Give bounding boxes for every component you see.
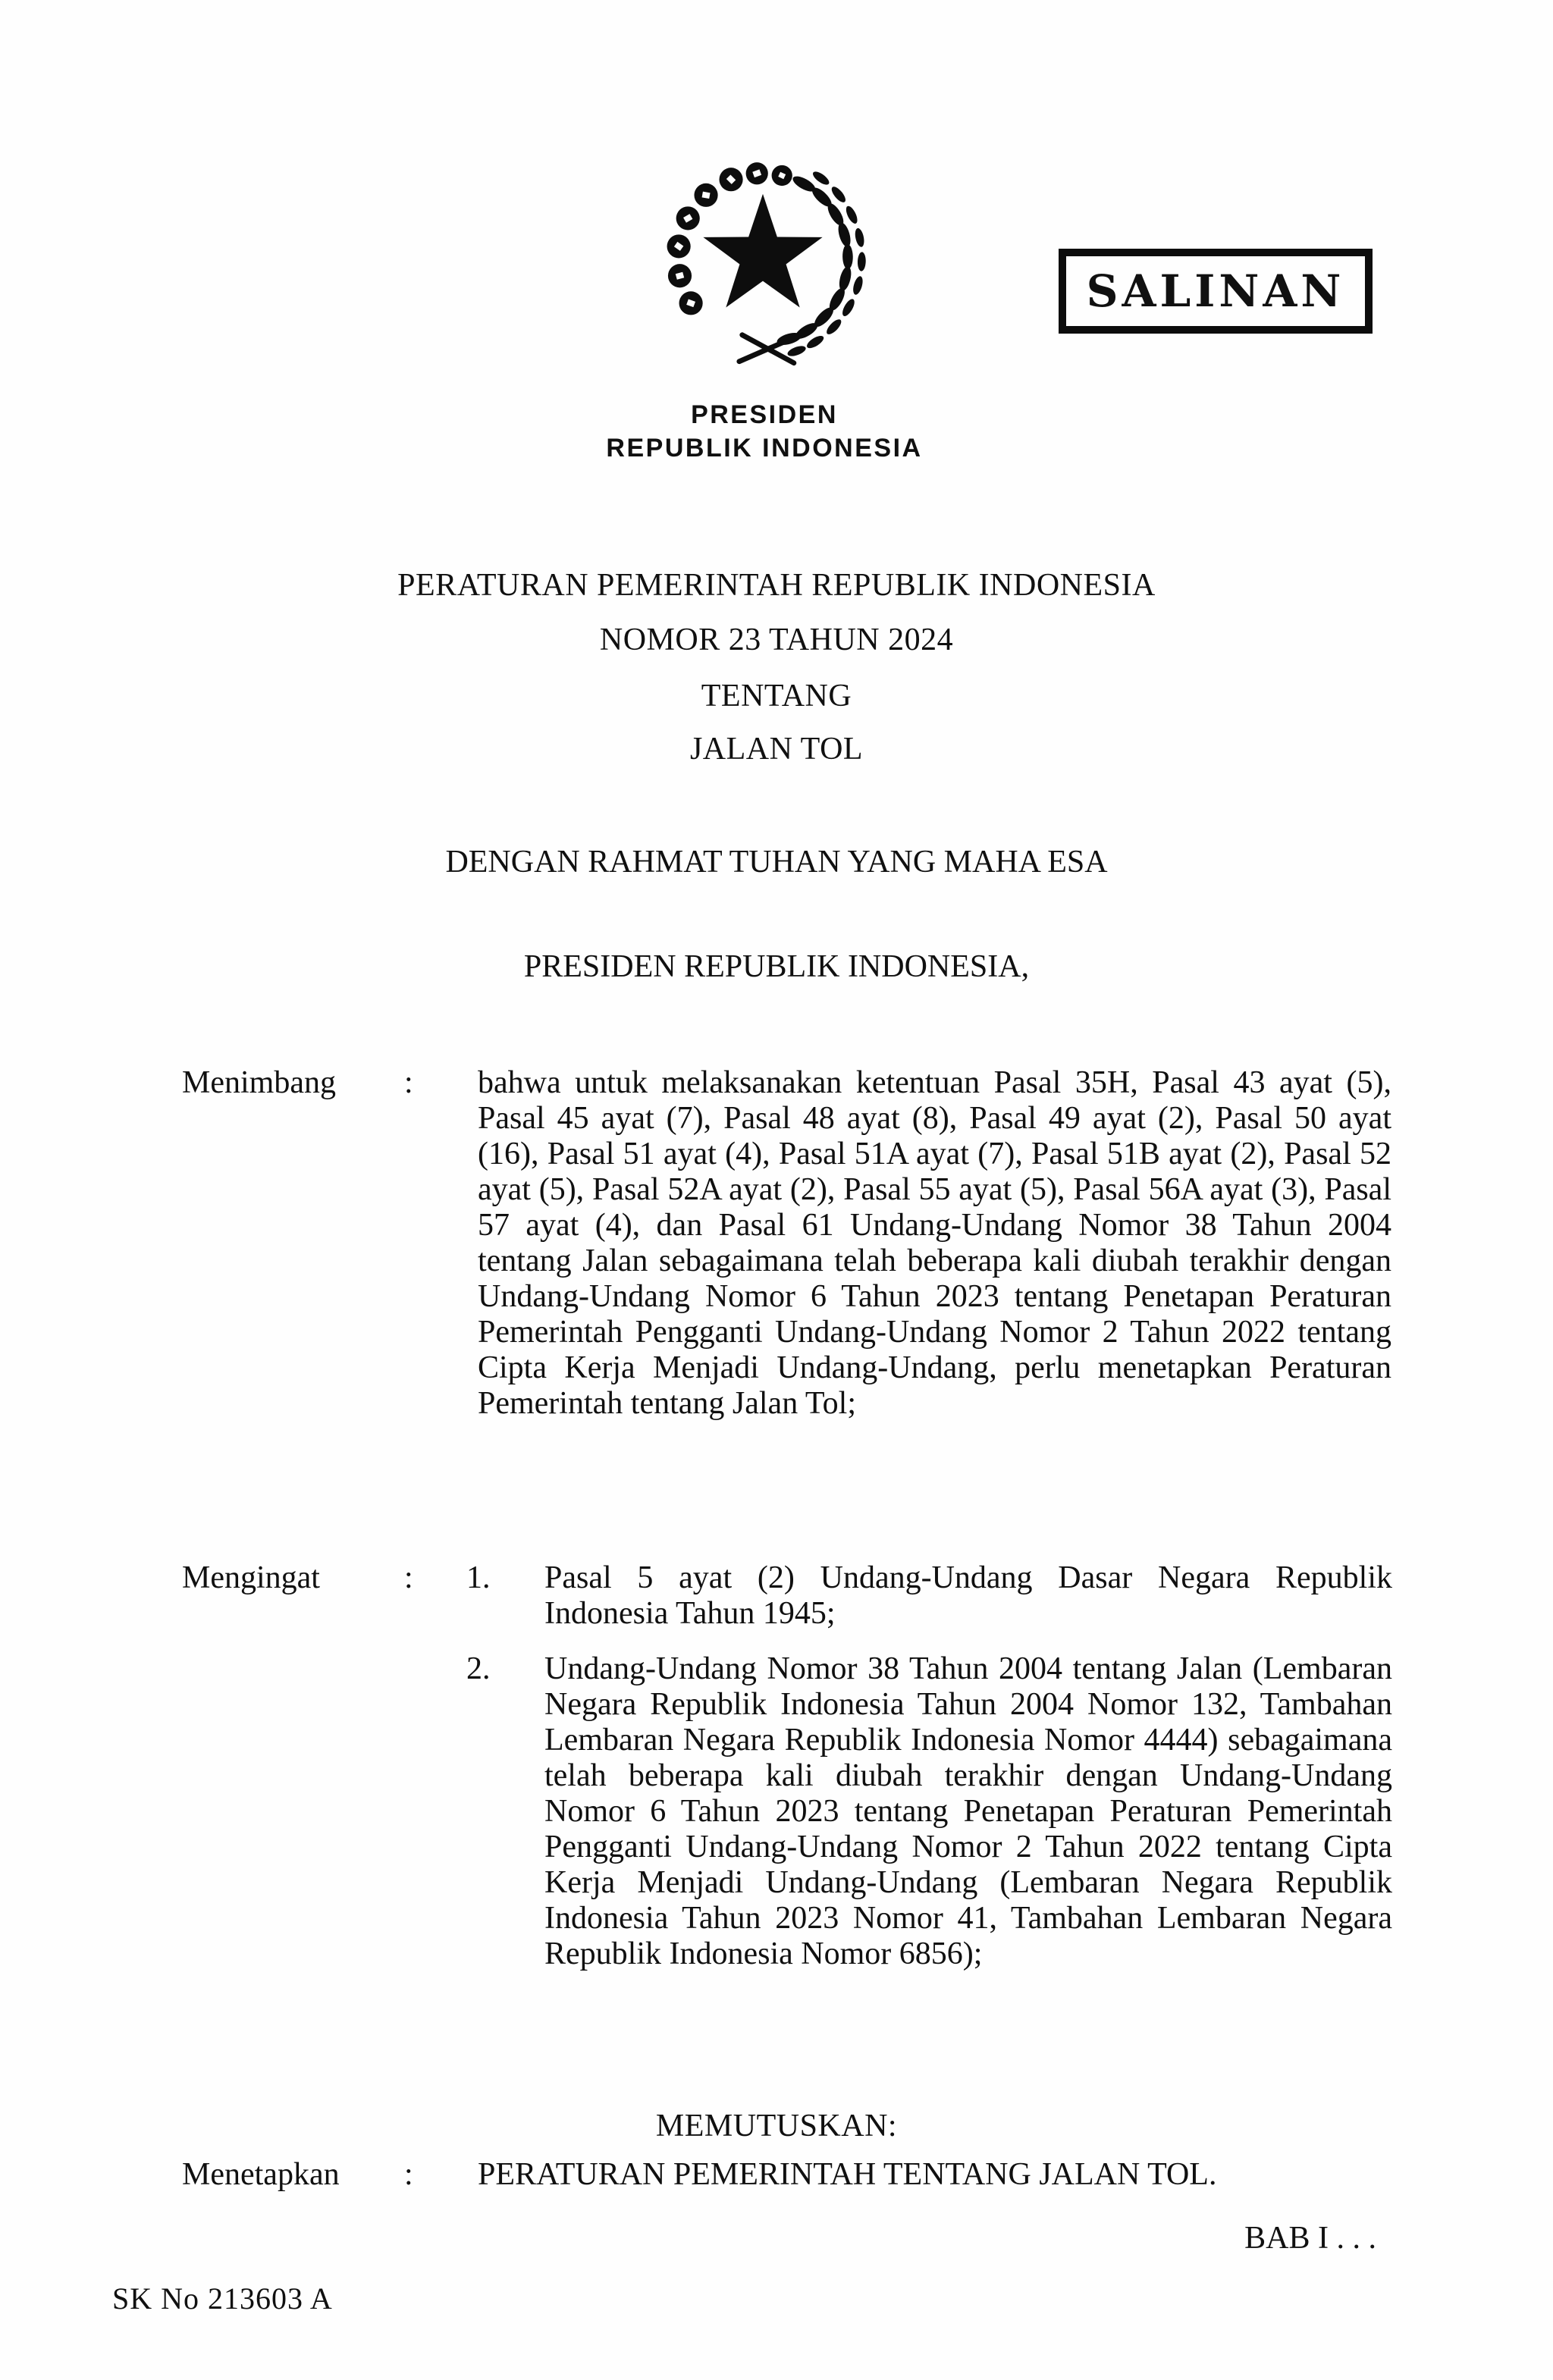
mengingat-colon: : [404, 1560, 413, 1595]
regulation-tentang-line: TENTANG [701, 679, 852, 713]
presidential-star-wreath-emblem-icon [652, 161, 874, 382]
menetapkan-label: Menetapkan [182, 2157, 340, 2192]
regulation-title-line1: PERATURAN PEMERINTAH REPUBLIK INDONESIA [397, 568, 1156, 603]
letterhead-presiden: PRESIDEN [691, 400, 838, 429]
menetapkan-colon: : [404, 2157, 413, 2192]
regulation-number-line: NOMOR 23 TAHUN 2024 [599, 622, 954, 657]
memutuskan-heading: MEMUTUSKAN: [655, 2109, 898, 2143]
mengingat-item-2-text: Undang-Undang Nomor 38 Tahun 2004 tentang Jalan (Lembaran Negara Republik Indonesia Tahun 2004 Nomor 132, Tambahan Lembaran Negara Republik Indonesia Nomor 4444) sebagaimana telah beberapa kali diubah terakhir dengan Undang-Undang Nomor 6 Tahun 2023 tentang Penetapan Peraturan Pemerintah Pengganti Undang-Undang Nomor 2 Tahun 2022 tentang Cipta Kerja Menjadi Undang-Undang (Lembaran Negara Republik Indonesia Tahun 2023 Nomor 41, Tambahan Lembaran Negara Republik Indonesia Nomor 6856); [544, 1651, 1392, 1971]
authority-line: PRESIDEN REPUBLIK INDONESIA, [523, 949, 1030, 984]
menimbang-paragraph: bahwa untuk melaksanakan ketentuan Pasal 35H, Pasal 43 ayat (5), Pasal 45 ayat (7), Pasal 48 ayat (8), Pasal 49 ayat (2), Pasal 50 ayat (16), Pasal 51 ayat (4), Pasal 51A ayat (7), Pasal 51B ayat (2), Pasal 52 ayat (5), Pasal 52A ayat (2), Pasal 55 ayat (5), Pasal 56A ayat (3), Pasal 57 ayat (4), dan Pasal 61 Undang-Undang Nomor 38 Tahun 2004 tentang Jalan sebagaimana telah beberapa kali diubah terakhir dengan Undang-Undang Nomor 6 Tahun 2023 tentang Penetapan Peraturan Pemerintah Pengganti Undang-Undang Nomor 2 Tahun 2022 tentang Cipta Kerja Menjadi Undang-Undang, perlu menetapkan Peraturan Pemerintah tentang Jalan Tol; [478, 1065, 1391, 1421]
mengingat-label: Mengingat [182, 1560, 320, 1595]
salinan-stamp-label: SALINAN [1086, 265, 1345, 317]
sk-document-number: SK No 213603 A [112, 2281, 333, 2316]
regulation-subject-line: JALAN TOL [689, 732, 864, 767]
page-continuation-marker: BAB I . . . [1244, 2221, 1376, 2256]
menetapkan-text: PERATURAN PEMERINTAH TENTANG JALAN TOL. [478, 2157, 1217, 2192]
salinan-stamp [1059, 249, 1373, 334]
mengingat-item-2-number: 2. [466, 1651, 491, 1686]
mengingat-item-1-text: Pasal 5 ayat (2) Undang-Undang Dasar Negara Republik Indonesia Tahun 1945; [544, 1560, 1392, 1631]
letterhead-republik-indonesia: REPUBLIK INDONESIA [606, 434, 923, 463]
invocation-line: DENGAN RAHMAT TUHAN YANG MAHA ESA [445, 845, 1108, 880]
menimbang-label: Menimbang [182, 1065, 336, 1100]
mengingat-item-1-number: 1. [466, 1560, 491, 1595]
menimbang-colon: : [404, 1065, 413, 1100]
